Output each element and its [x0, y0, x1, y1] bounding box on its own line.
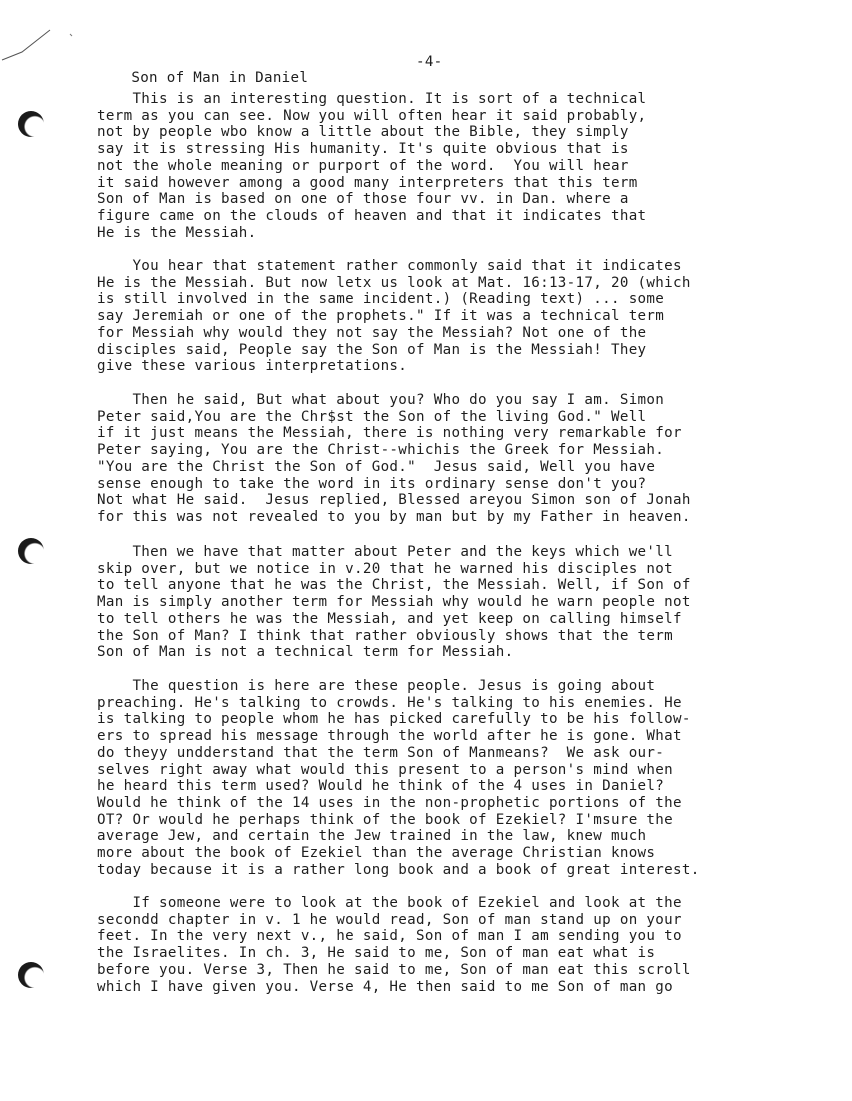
paragraph-ezekiel	[97, 895, 817, 995]
text-line: Son of Man is not a technical term for Messiah.	[97, 644, 514, 661]
text-line: more about the book of Ezekiel than the average Christian knows	[97, 845, 656, 862]
text-line: Man is simply another term for Messiah why would he warn people not	[97, 594, 691, 611]
text-line: say it is stressing His humanity. It's quite obvious that is	[97, 141, 629, 158]
text-line: he heard this term used? Would he think of the 4 uses in Daniel?	[97, 778, 665, 795]
punch-hole-bottom	[18, 962, 44, 988]
text-line: Would he think of the 14 uses in the non-prophetic portions of the	[97, 794, 682, 811]
text-line: The question is here are these people. Jesus is going about	[97, 678, 656, 694]
text-line: sense enough to take the word in its ordinary sense don't you?	[97, 475, 647, 492]
paragraph-crowds-question	[97, 678, 817, 878]
text-line: OT? Or would he perhaps think of the book of Ezekiel? I'msure the	[97, 811, 674, 828]
text-line: He is the Messiah.	[97, 224, 257, 241]
punch-hole-middle	[18, 538, 44, 564]
text-line: preaching. He's talking to crowds. He's talking to his enemies. He	[97, 694, 682, 711]
text-line: to tell others he was the Messiah, and yet keep on calling himself	[97, 610, 682, 627]
text-line: Not what He said. Jesus replied, Blessed areyou Simon son of Jonah	[97, 492, 691, 509]
paragraph-matthew-16	[97, 258, 817, 375]
paragraph-peters-confession	[97, 392, 817, 526]
text-line: the Israelites. In ch. 3, He said to me, Son of man eat what is	[97, 945, 656, 962]
text-line: is still involved in the same incident.) (Reading text) ... some	[97, 291, 665, 308]
paragraph-humanity-question	[97, 91, 817, 241]
text-line: figure came on the clouds of heaven and that it indicates that	[97, 207, 647, 224]
text-line: secondd chapter in v. 1 he would read, Son of man stand up on your	[97, 911, 682, 928]
text-line: not by people wbo know a little about the Bible, they simply	[97, 124, 629, 141]
text-line: He is the Messiah. But now letx us look at Mat. 16:13-17, 20 (which	[97, 274, 691, 291]
text-line: skip over, but we notice in v.20 that he warned his disciples not	[97, 560, 674, 577]
corner-pen-mark	[0, 0, 80, 70]
text-line: Then he said, But what about you? Who do you say I am. Simon	[97, 392, 665, 408]
text-line: for this was not revealed to you by man but by my Father in heaven.	[97, 508, 691, 525]
text-line: Peter said,You are the Chr$st the Son of the living God." Well	[97, 408, 647, 425]
text-line: it said however among a good many interpreters that this term	[97, 174, 638, 191]
text-line: which I have given you. Verse 4, He then said to me Son of man go	[97, 978, 674, 995]
text-line: before you. Verse 3, Then he said to me, Son of man eat this scroll	[97, 961, 691, 978]
text-line: disciples said, People say the Son of Man is the Messiah! They	[97, 341, 647, 358]
text-line: If someone were to look at the book of Ezekiel and look at the	[97, 895, 682, 911]
text-line: the Son of Man? I think that rather obviously shows that the term	[97, 627, 674, 644]
text-line: say Jeremiah or one of the prophets." If it was a technical term	[97, 308, 665, 325]
text-line: is talking to people whom he has picked carefully to be his follow-	[97, 711, 691, 728]
punch-hole-top	[18, 111, 44, 137]
text-line: ers to spread his message through the world after he is gone. What	[97, 728, 682, 745]
text-line: do theyy undderstand that the term Son of Manmeans? We ask our-	[97, 744, 665, 761]
page-number: -4-	[416, 54, 443, 70]
text-line: You hear that statement rather commonly said that it indicates	[97, 258, 682, 274]
text-line: feet. In the very next v., he said, Son of man I am sending you to	[97, 928, 682, 945]
text-line: not the whole meaning or purport of the word. You will hear	[97, 157, 629, 174]
text-line: This is an interesting question. It is sort of a technical	[97, 91, 647, 107]
text-line: Peter saying, You are the Christ--whichis the Greek for Messiah.	[97, 442, 665, 459]
text-line: Then we have that matter about Peter and the keys which we'll	[97, 544, 674, 560]
text-line: Son of Man is based on one of those four vv. in Dan. where a	[97, 191, 629, 208]
text-line: if it just means the Messiah, there is nothing very remarkable for	[97, 425, 682, 442]
text-line: to tell anyone that he was the Christ, the Messiah. Well, if Son of	[97, 577, 691, 594]
text-line: term as you can see. Now you will often hear it said probably,	[97, 107, 647, 124]
paragraph-peter-and-keys	[97, 544, 817, 661]
text-line: for Messiah why would they not say the Messiah? Not one of the	[97, 324, 647, 341]
text-line: selves right away what would this present to a person's mind when	[97, 761, 674, 778]
text-line: "You are the Christ the Son of God." Jesus said, Well you have	[97, 458, 656, 475]
text-line: give these various interpretations.	[97, 358, 408, 375]
text-line: average Jew, and certain the Jew trained in the law, knew much	[97, 828, 647, 845]
document-title: Son of Man in Daniel	[131, 70, 309, 86]
text-line: today because it is a rather long book and a book of great interest.	[97, 861, 700, 878]
